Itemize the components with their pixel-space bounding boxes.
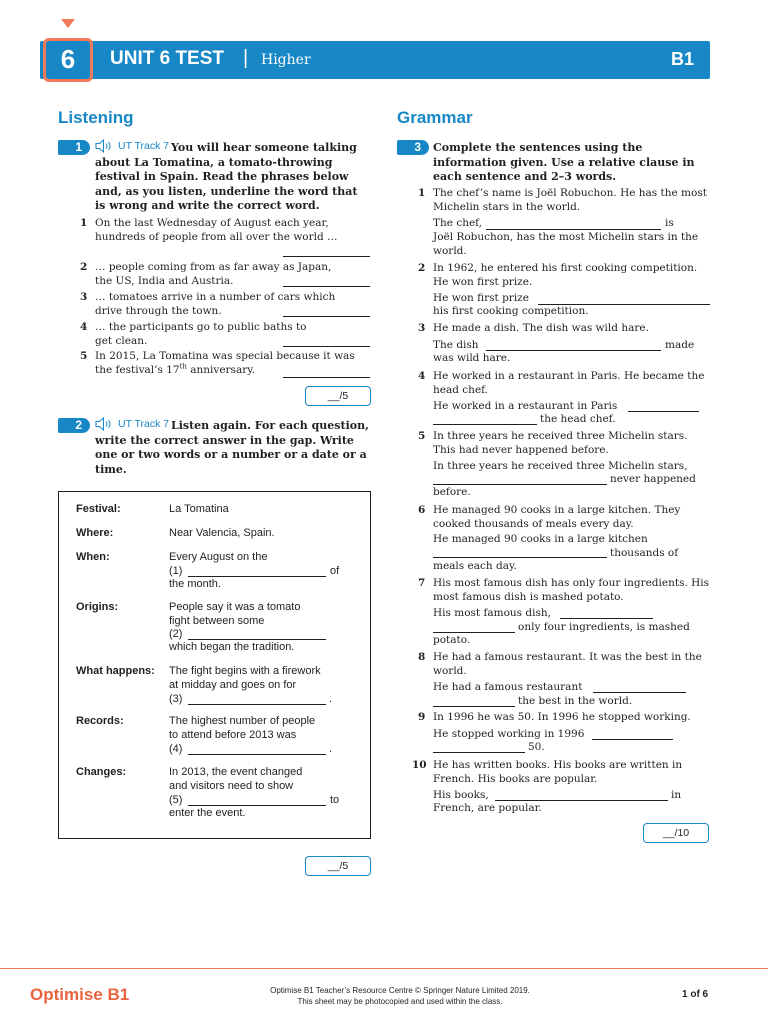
- title-separator: |: [243, 47, 249, 69]
- item-prompt: In three years he received three Michelin stars. This had never happened before.: [433, 430, 688, 456]
- answer-end: the head chef.: [540, 413, 616, 425]
- answer-middle: never happened: [610, 473, 696, 485]
- exercise-3-number: 3: [397, 140, 429, 155]
- answer-end: the best in the world.: [518, 695, 633, 707]
- item-text: … tomatoes arrive in a number of cars which drive through the town.: [95, 291, 336, 317]
- unit-marker-triangle: [61, 19, 75, 28]
- fact-value: People say it was a tomato: [169, 601, 301, 613]
- item-text: … the participants go to public baths to get clean.: [95, 321, 307, 347]
- answer-line[interactable]: [593, 692, 686, 693]
- exercise-3-instruction: Complete the sentences using the information given. Use a relative clause in each sentence and 2–3 words.: [433, 141, 695, 183]
- gap-answer-line[interactable]: [188, 639, 326, 640]
- item-prompt: He has written books. His books are written in French. His books are popular.: [433, 759, 683, 785]
- item-number: 9: [418, 711, 426, 723]
- answer-end: French, are popular.: [433, 802, 542, 814]
- item-number: 5: [80, 350, 88, 362]
- gap-number: (3): [169, 693, 183, 705]
- item-number: 1: [80, 217, 88, 229]
- answer-start: The chef,: [433, 217, 483, 229]
- item-number: 2: [418, 262, 426, 274]
- fact-value: In 2013, the event changed: [169, 766, 303, 778]
- fact-value: Every August on the: [169, 551, 268, 563]
- answer-end: 50.: [528, 741, 545, 753]
- item-prompt: His most famous dish has only four ingredients. His most famous dish is mashed potato.: [433, 577, 710, 603]
- grammar-heading: Grammar: [397, 108, 473, 127]
- fact-value: The highest number of people: [169, 715, 316, 727]
- fact-value: .: [329, 743, 333, 755]
- fact-label: Where:: [76, 527, 114, 539]
- answer-middle: made: [665, 339, 695, 351]
- item-text: In 2015, La Tomatina was special because it was the festival’s 17th anniversary.: [95, 350, 355, 376]
- item-number: 8: [418, 651, 426, 663]
- answer-line[interactable]: [433, 484, 607, 485]
- item-prompt: In 1962, he entered his first cooking competition. He won first prize.: [433, 262, 698, 288]
- answer-start: He had a famous restaurant: [433, 681, 583, 693]
- exercise-1-instruction: You will hear someone talking about La Tomatina, a tomato-throwing festival in Spain. Read the phrases below and, as you listen, underline the word that is wrong and write the correct word.: [95, 141, 358, 212]
- fact-value: of: [330, 565, 340, 577]
- answer-end: before.: [433, 486, 471, 498]
- fact-value: The fight begins with a firework: [169, 665, 321, 677]
- unit-number: 6: [60, 44, 76, 74]
- exercise-2-instruction: Listen again. For each question, write the correct answer in the gap. Write one or two words or a number or a date or a time.: [95, 419, 369, 476]
- score-box-ex1[interactable]: __/5: [305, 386, 371, 406]
- gap-answer-line[interactable]: [188, 754, 326, 755]
- fact-label: Changes:: [76, 766, 127, 778]
- fact-label: When:: [76, 551, 110, 563]
- copyright-line-2: This sheet may be photocopied and used within the class.: [297, 996, 503, 1006]
- item-prompt: In 1996 he was 50. In 1996 he stopped working.: [433, 711, 691, 723]
- item-number: 5: [418, 430, 426, 442]
- answer-start: His books,: [433, 789, 489, 801]
- fact-value: .: [329, 693, 333, 705]
- fact-label: Records:: [76, 715, 124, 727]
- answer-line[interactable]: [486, 350, 661, 351]
- listening-heading: Listening: [58, 108, 134, 127]
- copyright-line-1: Optimise B1 Teacher’s Resource Centre © Springer Nature Limited 2019.: [270, 986, 530, 995]
- answer-line[interactable]: [283, 377, 370, 378]
- cefr-level: B1: [671, 49, 695, 69]
- answer-line[interactable]: [283, 286, 370, 287]
- answer-middle: is: [665, 217, 674, 229]
- answer-line[interactable]: [283, 316, 370, 317]
- answer-start: He worked in a restaurant in Paris: [433, 400, 618, 412]
- item-prompt: He made a dish. The dish was wild hare.: [433, 322, 649, 334]
- answer-middle: in: [671, 789, 682, 801]
- answer-end: Joël Robuchon, has the most Michelin stars in the world.: [433, 231, 699, 257]
- item-text: … people coming from as far away as Japan, the US, India and Austria.: [95, 261, 332, 287]
- item-number: 3: [80, 291, 88, 303]
- item-number: 1: [418, 187, 426, 199]
- answer-end: was wild hare.: [433, 352, 511, 364]
- answer-end: meals each day.: [433, 560, 517, 572]
- fact-value: La Tomatina: [169, 503, 229, 515]
- exercise-2-number: 2: [58, 418, 90, 433]
- fact-value: enter the event.: [169, 807, 246, 819]
- item-prompt: He managed 90 cooks in a large kitchen. They cooked thousands of meals every day.: [433, 504, 681, 530]
- answer-line[interactable]: [495, 800, 668, 801]
- item-prompt: He had a famous restaurant. It was the best in the world.: [433, 651, 702, 677]
- item-number: 4: [418, 370, 426, 382]
- answer-line[interactable]: [283, 346, 370, 347]
- answer-line[interactable]: [592, 739, 673, 740]
- track-label: UT Track 7: [118, 140, 170, 152]
- item-prompt: The chef’s name is Joël Robuchon. He has the most Michelin stars in the world.: [433, 187, 707, 213]
- unit-title: UNIT 6 TEST: [110, 48, 225, 69]
- footer-copyright: [250, 986, 550, 1007]
- answer-line[interactable]: [433, 706, 515, 707]
- track-label: UT Track 7: [118, 418, 170, 430]
- page-number: 1 of 6: [682, 989, 709, 1000]
- fact-value: to: [330, 794, 340, 806]
- fact-value: to attend before 2013 was: [169, 729, 297, 741]
- fact-value: which began the tradition.: [169, 641, 295, 653]
- gap-number: (1): [169, 565, 183, 577]
- answer-line[interactable]: [560, 618, 653, 619]
- answer-line[interactable]: [486, 229, 661, 230]
- item-number: 10: [412, 759, 427, 771]
- footer-divider: [0, 968, 768, 969]
- gap-number: (4): [169, 743, 183, 755]
- answer-start: He stopped working in 1996: [433, 728, 585, 740]
- answer-start: His most famous dish,: [433, 607, 551, 619]
- footer-brand: Optimise B1: [30, 985, 130, 1004]
- item-number: 7: [418, 577, 426, 589]
- item-number: 4: [80, 321, 88, 333]
- answer-line[interactable]: [628, 411, 699, 412]
- answer-line[interactable]: [283, 256, 370, 257]
- answer-start: The dish: [433, 339, 479, 351]
- score-box-ex2[interactable]: __/5: [305, 856, 371, 876]
- gap-answer-line[interactable]: [188, 576, 326, 577]
- fact-label: Origins:: [76, 601, 119, 613]
- fact-value: Near Valencia, Spain.: [169, 527, 275, 539]
- answer-line[interactable]: [433, 424, 537, 425]
- fact-label: What happens:: [76, 665, 155, 677]
- test-level: Higher: [261, 52, 311, 68]
- answer-start: He won first prize: [433, 292, 529, 304]
- score-box-ex3[interactable]: __/10: [643, 823, 709, 843]
- answer-start: In three years he received three Michelin stars,: [433, 460, 688, 472]
- answer-middle: only four ingredients, is mashed: [518, 621, 690, 633]
- answer-line[interactable]: [433, 752, 525, 753]
- answer-line[interactable]: [433, 557, 607, 558]
- gap-answer-line[interactable]: [188, 805, 326, 806]
- exercise-1-number: 1: [58, 140, 90, 155]
- answer-middle: thousands of: [610, 547, 679, 559]
- gap-number: (5): [169, 794, 183, 806]
- fact-value: fight between some: [169, 615, 265, 627]
- answer-end: potato.: [433, 634, 471, 646]
- answer-line[interactable]: [433, 632, 515, 633]
- gap-number: (2): [169, 628, 183, 640]
- gap-answer-line[interactable]: [188, 704, 326, 705]
- item-prompt: He worked in a restaurant in Paris. He became the head chef.: [433, 370, 705, 396]
- unit-number-box: [43, 38, 93, 82]
- fact-value: the month.: [169, 578, 221, 590]
- fact-value: at midday and goes on for: [169, 679, 297, 691]
- item-number: 6: [418, 504, 426, 516]
- item-number: 2: [80, 261, 88, 273]
- item-number: 3: [418, 322, 426, 334]
- answer-start: He managed 90 cooks in a large kitchen: [433, 533, 648, 545]
- item-text: On the last Wednesday of August each year, hundreds of people from all over the world …: [95, 217, 338, 243]
- answer-end: his first cooking competition.: [433, 305, 589, 317]
- fact-label: Festival:: [76, 503, 121, 515]
- fact-value: and visitors need to show: [169, 780, 294, 792]
